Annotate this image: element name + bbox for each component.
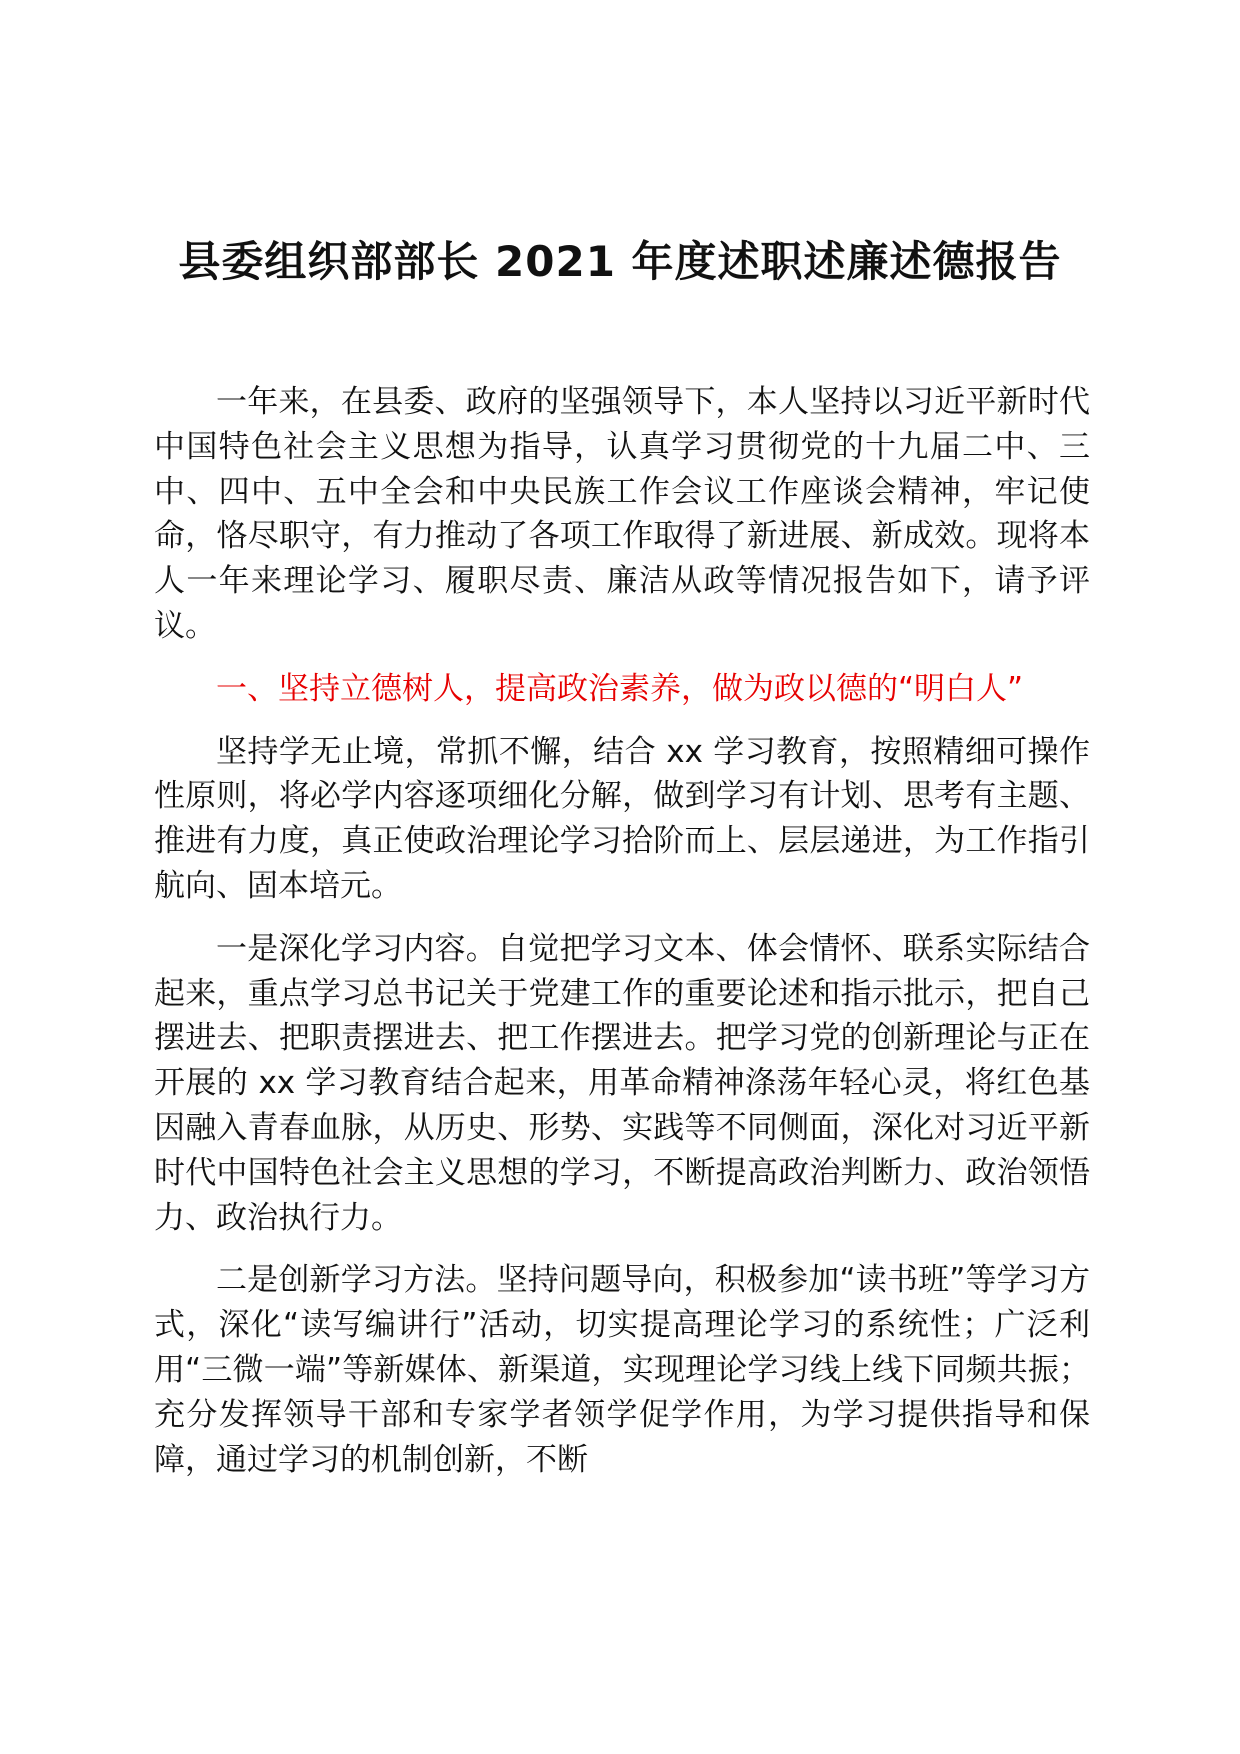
intro-paragraph: 一年来，在县委、政府的坚强领导下，本人坚持以习近平新时代中国特色社会主义思想为指导，认真学习贯彻党的十九届二中、三中、四中、五中全会和中央民族工作会议工作座谈会精神，牢记使命，恪尽职守，有力推动了各项工作取得了新进展、新成效。现将本人一年来理论学习、履职尽责、廉洁从政等情况报告如下，请予评议。 xyxy=(154,384,1090,644)
body-paragraph: 二是创新学习方法。坚持问题导向，积极参加“读书班”等学习方式，深化“读写编讲行”活动，切实提高理论学习的系统性；广泛利用“三微一端”等新媒体、新渠道，实现理论学习线上线下同频共振；充分发挥领导干部和专家学者领学促学作用，为学习提供指导和保障，通过学习的机制创新，不断 xyxy=(154,1262,1090,1478)
document-body xyxy=(154,380,1090,1500)
document-title: 县委组织部部长 2021 年度述职述廉述德报告 xyxy=(178,237,1062,286)
section-heading-1: 一、坚持立德树人，提高政治素养，做为政以德的“明白人” xyxy=(216,670,1024,707)
body-paragraph: 一是深化学习内容。自觉把学习文本、体会情怀、联系实际结合起来，重点学习总书记关于党建工作的重要论述和指示批示，把自己摆进去、把职责摆进去、把工作摆进去。把学习党的创新理论与正在开展的 xx 学习教育结合起来，用革命精神涤荡年轻心灵，将红色基因融入青春血脉，从历史、形势、实践等不同侧面，深化对习近平新时代中国特色社会主义思想的学习，不断提高政治判断力、政治领悟力、政治执行力。 xyxy=(154,930,1090,1236)
body-paragraph: 坚持学无止境，常抓不懈，结合 xx 学习教育，按照精细可操作性原则，将必学内容逐项细化分解，做到学习有计划、思考有主题、推进有力度，真正使政治理论学习拾阶而上、层层递进，为工作指引航向、固本培元。 xyxy=(154,733,1090,904)
